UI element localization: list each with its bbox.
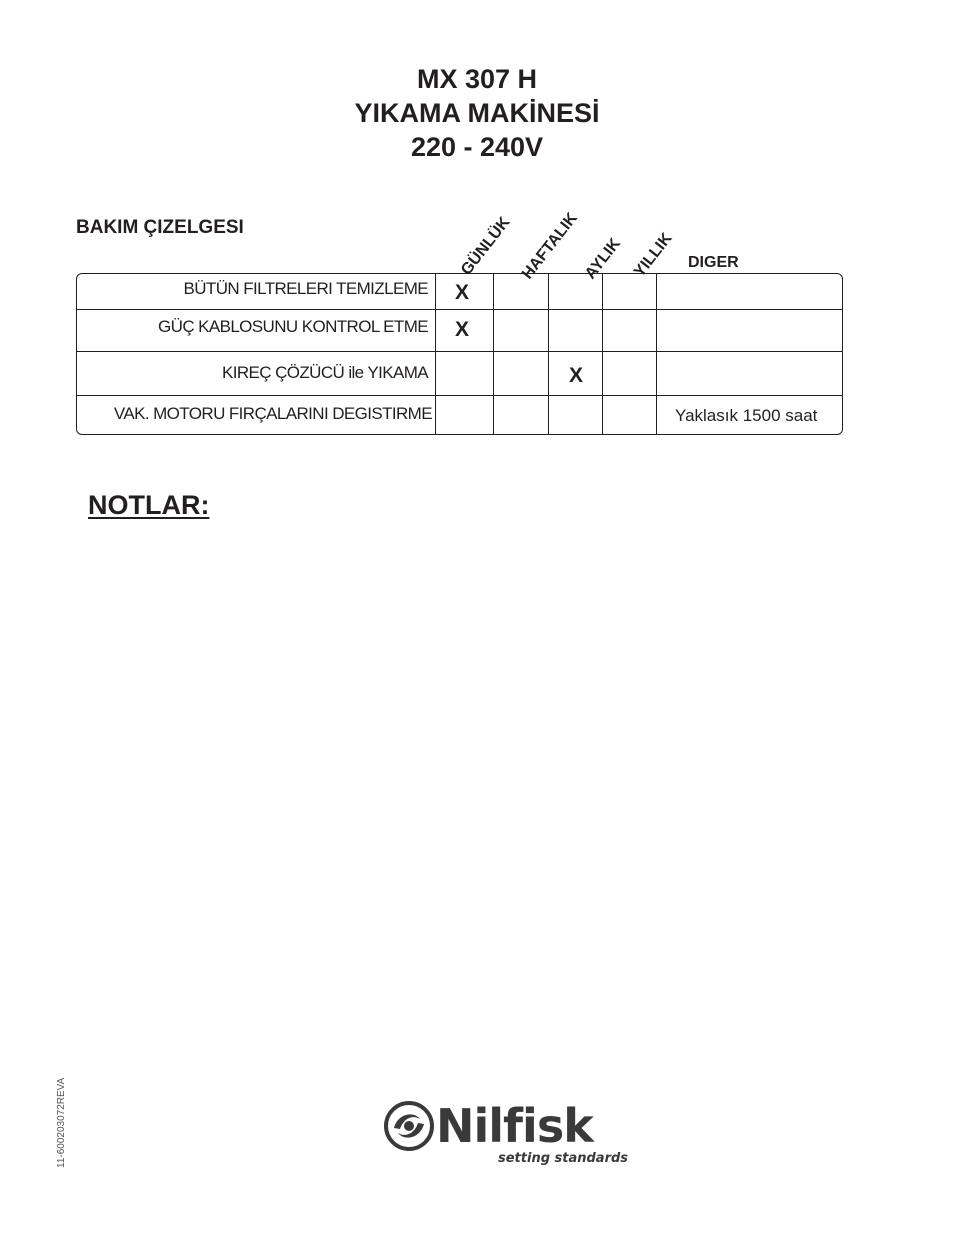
- column-header-daily: GÜNLÜK: [458, 214, 514, 279]
- logo-tagline: setting standards: [498, 1151, 629, 1166]
- cell-other: [656, 310, 843, 351]
- column-header-weekly: HAFTALIK: [519, 209, 581, 283]
- cell-other: [656, 274, 843, 309]
- schedule-title: BAKIM ÇIZELGESI: [76, 217, 244, 238]
- cell-weekly: [493, 396, 549, 435]
- document-title: [0, 62, 954, 164]
- cell-daily: [435, 274, 493, 309]
- cell-yearly: [602, 396, 657, 435]
- cell-weekly: [493, 310, 549, 351]
- cell-monthly: [548, 310, 603, 351]
- cell-other: [656, 396, 843, 435]
- product-name: YIKAMA MAKİNESİ: [354, 98, 600, 128]
- table-row: [77, 310, 842, 352]
- check-mark: X: [455, 281, 470, 304]
- table-row: [77, 396, 842, 435]
- notes-heading: NOTLAR:: [88, 490, 210, 520]
- cell-weekly: [493, 352, 549, 395]
- task-label: VAK. MOTORU FIRÇALARINI DEGISTIRME: [113, 404, 432, 423]
- column-header-yearly: YILLIK: [631, 230, 676, 281]
- cell-daily: [435, 310, 493, 351]
- cell-yearly: [602, 352, 657, 395]
- cell-monthly: [548, 274, 603, 309]
- cell-yearly: [602, 274, 657, 309]
- maintenance-table: [76, 273, 843, 435]
- cell-monthly: [548, 352, 603, 395]
- column-header-other: DIGER: [688, 254, 739, 271]
- table-row: [77, 274, 842, 310]
- table-row: [77, 352, 842, 396]
- other-interval-text: Yaklasık 1500 saat: [675, 406, 818, 425]
- voltage-rating: 220 - 240V: [410, 132, 544, 162]
- cell-weekly: [493, 274, 549, 309]
- task-label: BÜTÜN FILTRELERI TEMIZLEME: [183, 279, 428, 298]
- document-code: 11-600203072REVA: [56, 1077, 67, 1168]
- cell-other: [656, 352, 843, 395]
- cell-yearly: [602, 310, 657, 351]
- cell-daily: [435, 352, 493, 395]
- cell-monthly: [548, 396, 603, 435]
- nilfisk-logo: [384, 1098, 629, 1170]
- model-name: MX 307 H: [416, 64, 538, 94]
- logo-wordmark: Nilfisk: [436, 1099, 593, 1153]
- check-mark: X: [569, 364, 584, 387]
- task-label: KIREÇ ÇÖZÜCÜ ile YIKAMA: [222, 363, 428, 382]
- nilfisk-emblem-icon: [384, 1101, 434, 1151]
- column-header-monthly: AYLIK: [582, 235, 625, 283]
- cell-daily: [435, 396, 493, 435]
- check-mark: X: [455, 318, 470, 341]
- task-label: GÜÇ KABLOSUNU KONTROL ETME: [158, 317, 428, 336]
